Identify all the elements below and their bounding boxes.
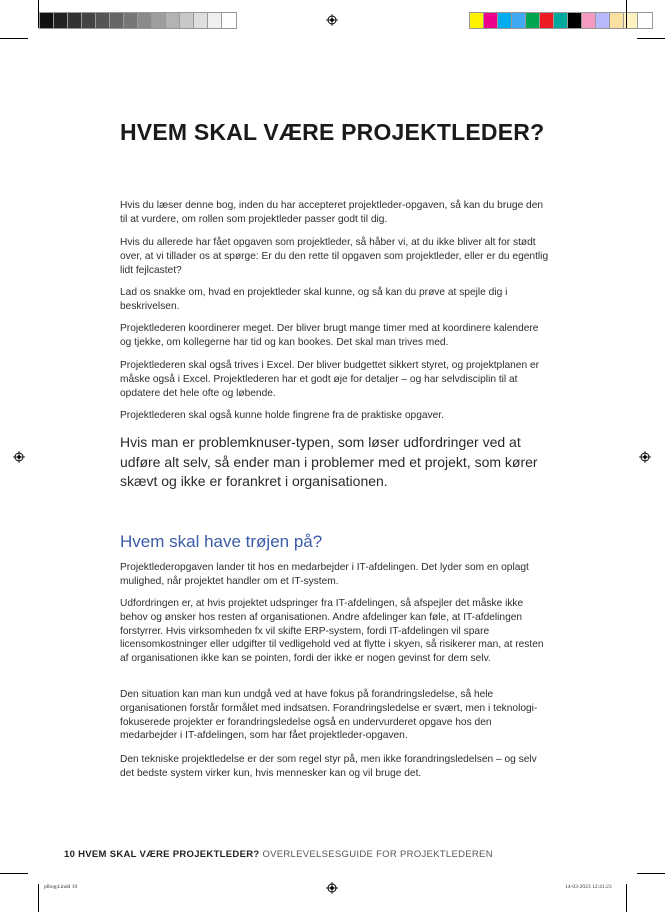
grey-calibration-bar	[40, 13, 236, 28]
crop-mark	[38, 0, 39, 28]
running-footer	[64, 849, 493, 861]
slug-filename: plbog4.indd 10	[44, 884, 78, 890]
crop-mark	[0, 873, 28, 874]
body-paragraph: Den tekniske projektledelse er der som regel styr på, men ikke forandringsledelsen – og selv det bedste system virker kun, hvis mennesker kan og vil bruge det.	[120, 754, 537, 779]
grey-swatch	[152, 13, 166, 28]
body-paragraph: Projektlederen koordinerer meget. Der bliver brugt mange timer med at koordinere kalendere og tjekke, om kollegerne har tid og kan bookes. Det skal man trives med.	[120, 323, 539, 348]
grey-swatch	[208, 13, 222, 28]
color-swatch	[582, 13, 596, 28]
pull-quote: Hvis man er problemknuser-typen, som løser udfordringer ved at udføre alt selv, så ender man i problemer med et projekt, som kører skævt og ikke er forankret i organisationen.	[120, 434, 538, 489]
grey-swatch	[96, 13, 110, 28]
color-swatch	[526, 13, 540, 28]
body-paragraph: Udfordringen er, at hvis projektet udspringer fra IT-afdelingen, så afspejler det måske ikke behov og ønsker hos resten af organisationen. Andre afdelinger kan føle, at IT-afdelingen forstyrrer. Hvis virksomheden fx vil skifte ERP-system, fordi IT-afdelingen vil spare licensomkostninger eller udgifter til vedligehold ved at flytte i skyen, så risikerer man, at resten af organisationen ikke kan se pointen, fordi der ikke er nogen gevinst for dem selv.	[120, 598, 544, 665]
page-number: 10	[64, 849, 76, 860]
page-heading: HVEM SKAL VÆRE PROJEKTLEDER?	[120, 119, 545, 145]
crop-mark	[637, 38, 665, 39]
color-swatch	[610, 13, 624, 28]
grey-swatch	[166, 13, 180, 28]
crop-mark	[637, 873, 665, 874]
registration-mark-icon	[639, 451, 651, 463]
registration-mark-icon	[326, 882, 338, 894]
crop-mark	[626, 884, 627, 912]
body-paragraph: Projektlederen skal også trives i Excel. Der bliver budgettet sikkert styret, og projektplanen er måske også i Excel. Projektlederen har et godt øje for detaljer – og har selvdisciplin til at opdatere det hele ofte og løbende.	[120, 360, 540, 399]
grey-swatch	[110, 13, 124, 28]
body-paragraph: Hvis du læser denne bog, inden du har accepteret projektleder-opgaven, så kan du bruge den til at vurdere, om rollen som projektleder passer godt til dig.	[120, 200, 544, 225]
footer-book-title: OVERLEVELSESGUIDE FOR PROJEKTLEDEREN	[262, 849, 493, 860]
slug-timestamp: 14-03-2023 12:41:23	[565, 884, 612, 890]
grey-swatch	[124, 13, 138, 28]
grey-swatch	[180, 13, 194, 28]
body-paragraph: Den situation kan man kun undgå ved at have fokus på forandringsledelse, så hele organisationen forstår formålet med indsatsen. Forandringsledelse er svært, men i teknologi-fokuserede projekter er forandringsledelse også en undervurderet opgave hos den medarbejder i IT-afdelingen, som har fået projektleder-opgaven.	[120, 689, 538, 742]
footer-section: HVEM SKAL VÆRE PROJEKTLEDER?	[78, 849, 260, 860]
grey-swatch	[222, 13, 236, 28]
body-paragraph: Projektlederopgaven lander tit hos en medarbejder i IT-afdelingen. Det lyder som en oplagt mulighed, når projektet handler om et IT-system.	[120, 562, 529, 587]
color-swatch	[498, 13, 512, 28]
crop-mark	[38, 884, 39, 912]
color-swatch	[568, 13, 582, 28]
color-swatch	[554, 13, 568, 28]
color-calibration-bar	[470, 13, 652, 28]
grey-swatch	[194, 13, 208, 28]
grey-swatch	[54, 13, 68, 28]
body-paragraph: Hvis du allerede har fået opgaven som projektleder, så håber vi, at du ikke bliver alt for stødt over, at vi tillader os at spørge: Er du den rette til opgaven som projektleder, eller er du egentlig lidt fejlcastet?	[120, 237, 549, 276]
grey-swatch	[68, 13, 82, 28]
grey-swatch	[138, 13, 152, 28]
color-swatch	[596, 13, 610, 28]
body-paragraph: Lad os snakke om, hvad en projektleder skal kunne, og så kan du prøve at spejle dig i beskrivelsen.	[120, 287, 508, 312]
subheading: Hvem skal have trøjen på?	[120, 532, 323, 551]
registration-mark-icon	[13, 451, 25, 463]
registration-mark-icon	[326, 14, 338, 26]
body-paragraph: Projektlederen skal også kunne holde fingrene fra de praktiske opgaver.	[120, 410, 444, 421]
crop-mark	[0, 38, 28, 39]
grey-swatch	[40, 13, 54, 28]
color-swatch	[540, 13, 554, 28]
crop-mark	[626, 0, 627, 28]
grey-swatch	[82, 13, 96, 28]
color-swatch	[638, 13, 652, 28]
color-swatch	[484, 13, 498, 28]
color-swatch	[512, 13, 526, 28]
color-swatch	[470, 13, 484, 28]
